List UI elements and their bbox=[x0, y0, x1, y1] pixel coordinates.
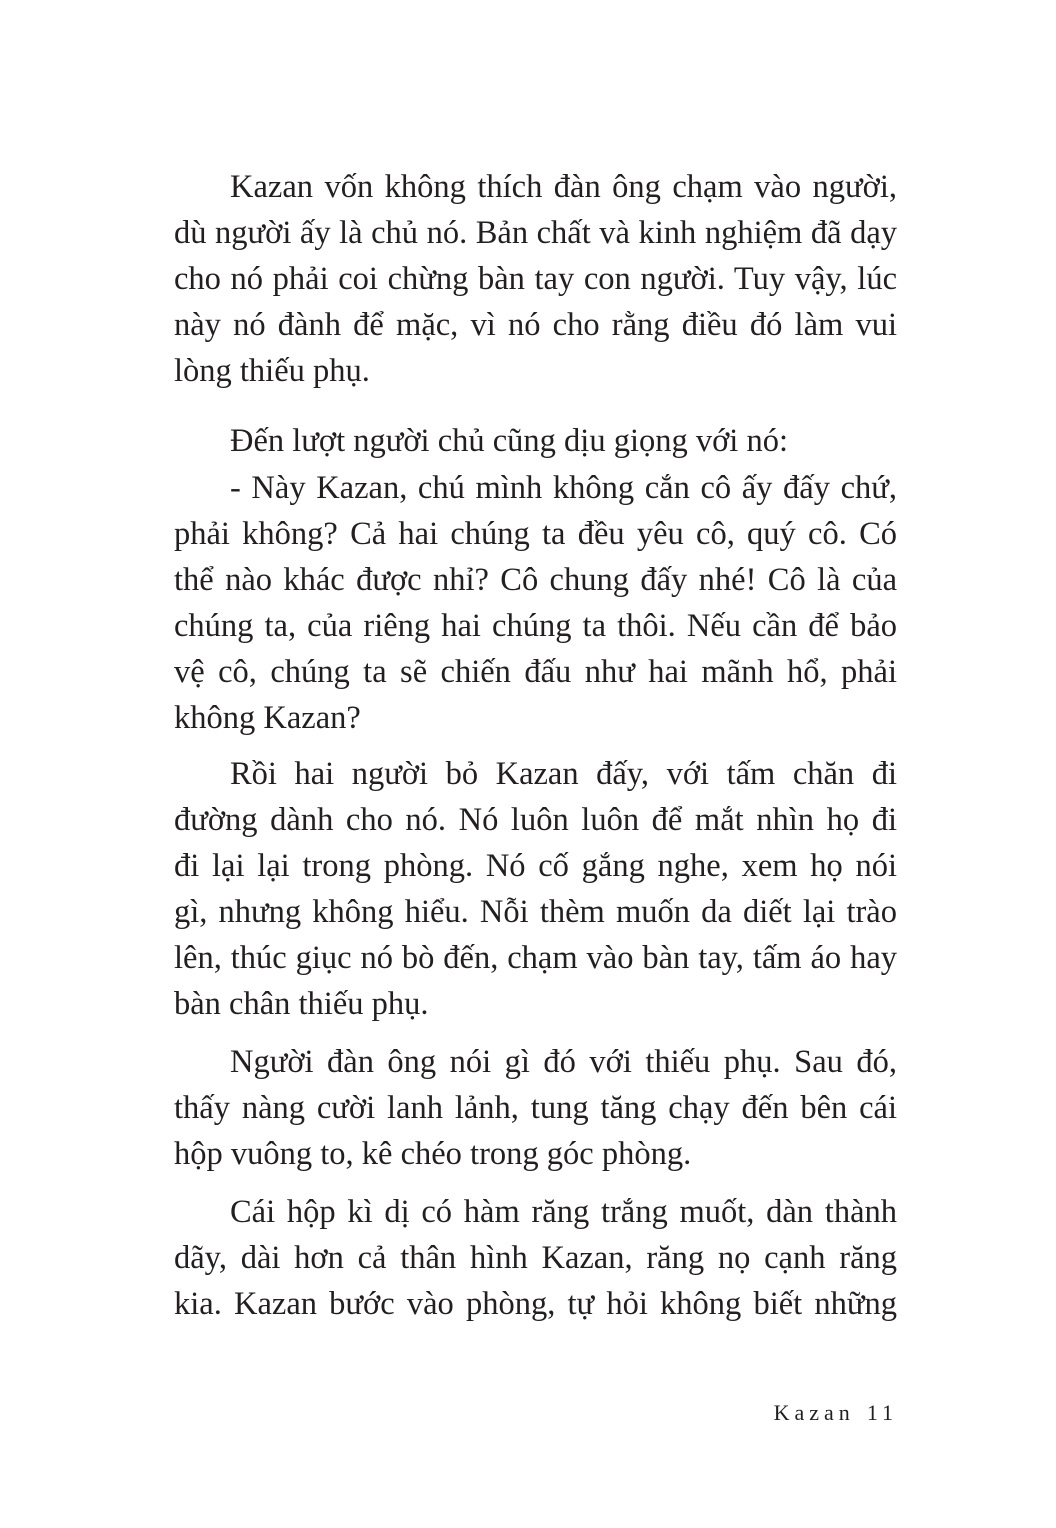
text-line: Rồi hai người bỏ Kazan đấy, với tấm chăn đi bbox=[230, 756, 897, 792]
text-line: lòng thiếu phụ. bbox=[174, 353, 370, 389]
page-number: 11 bbox=[866, 1400, 898, 1425]
text-line: dù người ấy là chủ nó. Bản chất và kinh nghiệm đã dạy bbox=[174, 215, 897, 251]
text-line: chúng ta, của riêng hai chúng ta thôi. Nếu cần để bảo bbox=[174, 608, 897, 644]
text-line: thấy nàng cười lanh lảnh, tung tăng chạy đến bên cái bbox=[174, 1090, 897, 1126]
text-line: - Này Kazan, chú mình không cắn cô ấy đấy chứ, bbox=[230, 470, 897, 506]
text-line: Người đàn ông nói gì đó với thiếu phụ. Sau đó, bbox=[230, 1044, 897, 1080]
text-line: cho nó phải coi chừng bàn tay con người. Tuy vậy, lúc bbox=[174, 261, 897, 297]
text-line: lên, thúc giục nó bò đến, chạm vào bàn tay, tấm áo hay bbox=[174, 940, 897, 976]
text-line: đi lại lại trong phòng. Nó cố gắng nghe, xem họ nói bbox=[174, 848, 897, 884]
text-line: Đến lượt người chủ cũng dịu giọng với nó: bbox=[230, 423, 788, 459]
text-line: vệ cô, chúng ta sẽ chiến đấu như hai mãnh hổ, phải bbox=[174, 654, 897, 690]
text-line: bàn chân thiếu phụ. bbox=[174, 986, 429, 1022]
text-line: đường dành cho nó. Nó luôn luôn để mắt nhìn họ đi bbox=[174, 802, 897, 838]
text-line: Kazan vốn không thích đàn ông chạm vào người, bbox=[230, 169, 897, 205]
running-title: Kazan bbox=[773, 1400, 855, 1425]
text-line: kia. Kazan bước vào phòng, tự hỏi không biết những bbox=[174, 1286, 897, 1322]
text-line: này nó đành để mặc, vì nó cho rằng điều đó làm vui bbox=[174, 307, 897, 343]
text-line: Cái hộp kì dị có hàm răng trắng muốt, dàn thành bbox=[230, 1194, 897, 1230]
text-line: hộp vuông to, kê chéo trong góc phòng. bbox=[174, 1136, 692, 1172]
text-line: dãy, dài hơn cả thân hình Kazan, răng nọ cạnh răng bbox=[174, 1240, 897, 1276]
page-footer bbox=[774, 1400, 898, 1426]
text-line: không Kazan? bbox=[174, 700, 361, 736]
text-line: thể nào khác được nhỉ? Cô chung đấy nhé! Cô là của bbox=[174, 562, 897, 598]
text-line: gì, nhưng không hiểu. Nỗi thèm muốn da diết lại trào bbox=[174, 894, 897, 930]
text-line: phải không? Cả hai chúng ta đều yêu cô, quý cô. Có bbox=[174, 516, 897, 552]
